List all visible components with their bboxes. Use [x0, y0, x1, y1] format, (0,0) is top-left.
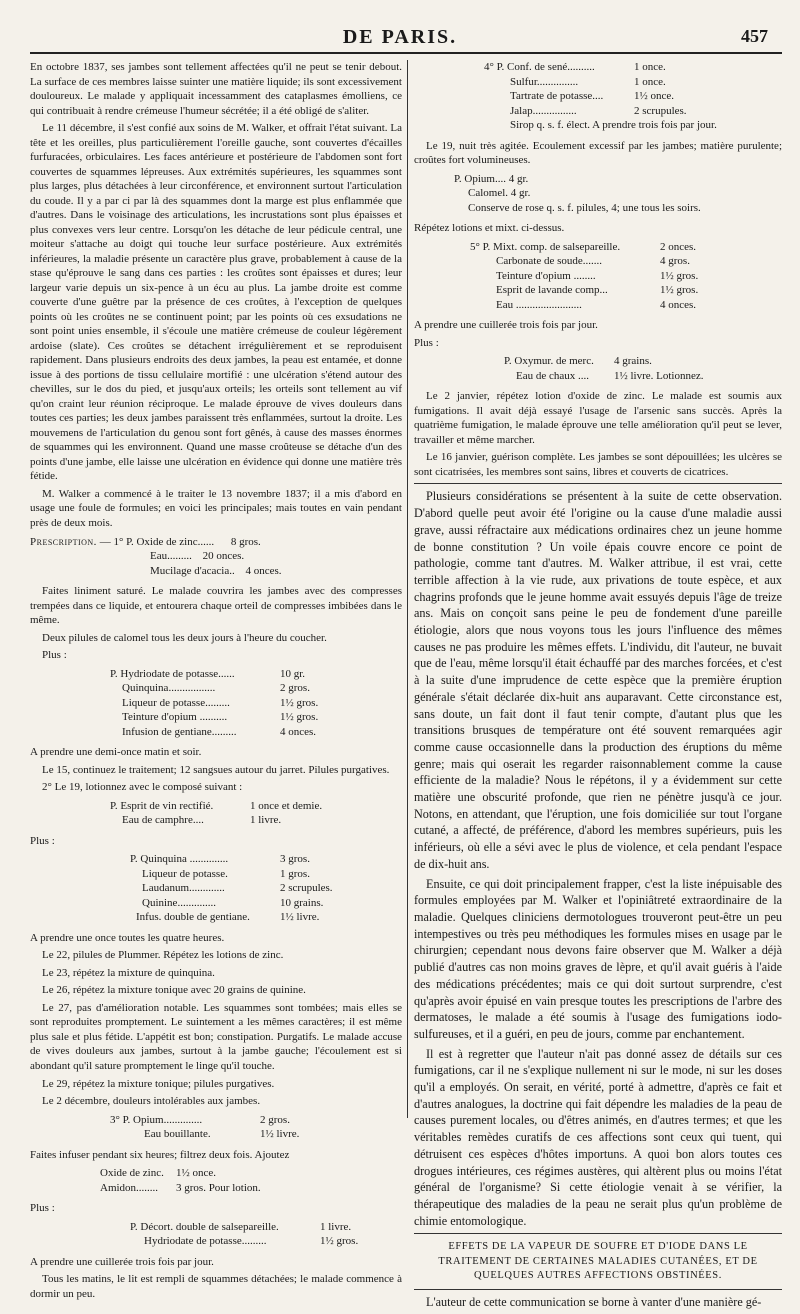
prescription-line — [484, 104, 782, 119]
header-rule — [30, 52, 782, 54]
paragraph: A prendre une cuillerée trois fois par jour. — [30, 1255, 214, 1268]
paragraph: L'auteur de cette communication se borne à vanter d'une manière gé- — [426, 1294, 762, 1309]
prescription-r1 — [414, 60, 782, 133]
ingredient: Oxide de zinc. — [100, 1167, 164, 1180]
ingredient: Eau......... — [150, 550, 192, 563]
ingredient: Amidon........ — [100, 1181, 159, 1194]
prescription-line — [30, 535, 402, 550]
plus-label: Plus : — [30, 1202, 55, 1215]
quantity: 1½ livre. — [280, 911, 320, 924]
plus-label: Plus : — [42, 649, 67, 662]
prescription-line — [30, 564, 402, 579]
paragraph: Le 27, pas d'amélioration notable. Les squammes sont tombées; mais elles se sont reproduites promptement. Le suintement a les mêmes caractères; il est même plus sale et plus fétide. L'appétit est bon; constipation. Purgatifs. Le malade accuse de vives douleurs aux jambes, surtout à la jambe gauche; l'écoulement est si abondant qu'il sature promptement le linge qu'il touche. — [30, 1001, 402, 1072]
quantity: 1½ livre. — [260, 1128, 300, 1141]
paragraph: A prendre une cuillerée trois fois par jour. — [414, 319, 598, 332]
quantity: 2 gros. — [260, 1113, 290, 1126]
prescription-line — [130, 1220, 402, 1235]
paragraph: Le 2 janvier, répétez lotion d'oxide de zinc. Le malade est soumis aux fumigations. Il avait déjà essayé l'usage de l'arsenic sans succès. Après la quatrième fumigation, le malade éprouve une telle amélioration qu'il peut se lever, travailler et même marcher. — [414, 390, 782, 446]
ingredient: Liqueur de potasse......... — [122, 696, 230, 709]
quantity: 1½ gros. — [660, 269, 699, 282]
quantity: 2 scrupules. — [280, 882, 333, 895]
prescription-line — [130, 881, 402, 896]
plus-label: Plus : — [30, 834, 55, 847]
paragraph: A prendre une once toutes les quatre heures. — [30, 931, 225, 944]
prescription-line — [100, 1181, 402, 1196]
paragraph: Plusieurs considérations se présentent à la suite de cette observation. D'abord quelle peut avoir été l'origine ou la cause d'une maladie aussi grave, aussi réfractaire aux médications ordinaires chez un jeune homme de bonne constitution ? Un voile épais couvre encore ce point de pathologie, comme tant d'autres. M. Walker attribue, il est vrai, cette terrible affection à la vie rude, aux privations de toute espèce, et aux chagrins profonds que le jeune homme avait essuyés depuis l'âge de treize ans. Mais on conçoit sans peine le peu de fondement d'une pareille étiologie, alors que nous voyons tous les jours l'influence des mêmes causes ne pas produire les mêmes effets. L'individu, dit l'auteur, ne buvait que de l'eau, même lorsqu'il était échauffé par des marches forcées, et c'est à la suite d'une imprudence de cette espèce que la première éruption générale s'était déclarée dix-huit ans auparavant. Cette circonstance est, sans doute, un fait dont il faut tenir compte, d'autant plus que les transitions brusques de température ont été souvent remarquées agir comme cause occasionnelle dans la production des éruptions du même genre; mais qui oserait les regarder raisonnablement comme la cause efficiente de la maladie? Nous le répétons, il y a évidemment sur cette matière une obscurité profonde, que rien ne pénètre jusqu'à ce jour. Notons, en attendant, que l'éruption, une fois domiciliée sur tout l'organe cutané, a affecté, de préférence, d'abord les membres supérieurs, puis les inférieurs, où elle a sévi avec le plus de violence, et cela pendant l'espace de dix-huit ans. — [414, 489, 782, 871]
paragraph: Faites infuser pendant six heures; filtrez deux fois. Ajoutez — [30, 1148, 290, 1161]
prescription-line — [504, 354, 782, 369]
ingredient: P. Esprit de vin rectifié. — [110, 799, 214, 812]
paragraph: Le 16 janvier, guérison complète. Les jambes se sont dépouillées; les ulcères se sont cicatrisées, les membres sont sains, libres et couverts de cicatrices. — [414, 451, 782, 478]
quantity: 4 onces. — [660, 298, 697, 311]
quantity: 20 onces. — [202, 550, 245, 563]
ingredient: P. Opium.... 4 gr. — [454, 172, 529, 185]
quantity: 1 gros. — [280, 867, 310, 880]
ingredient: P. Oxymur. de merc. — [504, 355, 594, 368]
ingredient: Infus. double de gentiane. — [136, 911, 250, 924]
prescription-line — [454, 201, 782, 216]
paragraph: 2° Le 19, lotionnez avec le composé suivant : — [42, 781, 243, 794]
paragraph: Le 23, répétez la mixture de quinquina. — [42, 966, 215, 979]
paragraph: Ensuite, ce qui doit principalement frapper, c'est la liste inépuisable des formules employées par M. Walker et l'opiniâtreté extraordinaire de la maladie. Quelques cliniciens dermotologues trouveront peut-être un peu intempestives ou très peu méthodiques les formules mises en usage par le chirurgien; cependant nous devons faire observer que M. Walker a déjà publié d'autres cas non moins graves de lèpre, et qu'il avait guéris à l'aide des médications précédentes; mais ce qui doit surtout surprendre, c'est qu'après avoir épuisé en vain presque toutes les prescriptions de l'arbre des dermatoses, le malade a été soumis à l'usage des fumigations iodo-sulfureuses, et il a guéri, en peu de jours, comme par enchantement. — [414, 876, 782, 1041]
prescription-line — [454, 172, 782, 187]
paragraph: A prendre une demi-once matin et soir. — [30, 746, 202, 759]
ingredient: — 1° P. Oxide de zinc...... — [99, 535, 215, 548]
prescription-5 — [30, 1113, 402, 1142]
prescription-4 — [30, 852, 402, 925]
ingredient: Infusion de gentiane......... — [122, 725, 237, 738]
quantity: 1½ gros. — [280, 696, 319, 709]
ingredient: 3° P. Opium.............. — [110, 1113, 203, 1126]
ingredient: Eau ........................ — [496, 298, 582, 311]
page-number: 457 — [741, 26, 768, 46]
prescription-line — [130, 1234, 402, 1249]
ingredient: Sirop q. s. f. élect. A prendre trois fois par jour. — [510, 119, 717, 132]
prescription-line — [30, 549, 402, 564]
prescription-1 — [30, 535, 402, 579]
quantity: 3 gros. Pour lotion. — [176, 1181, 261, 1194]
section-rule — [414, 1289, 782, 1290]
prescription-line — [470, 298, 782, 313]
quantity: 1½ once. — [176, 1167, 217, 1180]
section-rule — [414, 483, 782, 484]
running-title: DE PARIS. — [342, 26, 458, 48]
prescription-line — [110, 799, 402, 814]
ingredient: Eau de chaux .... — [516, 369, 589, 382]
commentary-continued — [414, 1294, 782, 1311]
prescription-line — [484, 75, 782, 90]
prescription-line — [470, 254, 782, 269]
ingredient: Calomel. 4 gr. — [468, 187, 531, 200]
ingredient: Jalap................ — [510, 104, 577, 117]
quantity: 1½ once. — [634, 90, 675, 103]
ingredient: P. Quinquina .............. — [130, 853, 229, 866]
paragraph: Le 22, pilules de Plummer. Répétez les lotions de zinc. — [42, 949, 284, 962]
prescription-line — [484, 89, 782, 104]
quantity: 2 gros. — [280, 682, 310, 695]
ingredient: P. Hydriodate de potasse...... — [110, 667, 235, 680]
prescription-7 — [30, 1220, 402, 1249]
page-header — [0, 26, 800, 46]
prescription-line — [470, 240, 782, 255]
quantity: 1 once. — [634, 61, 666, 73]
prescription-line — [130, 852, 402, 867]
ingredient: Hydriodate de potasse......... — [144, 1235, 267, 1248]
paragraph: Le 2 décembre, douleurs intolérables aux jambes. — [42, 1095, 261, 1108]
prescription-line — [470, 269, 782, 284]
quantity: 10 gr. — [280, 667, 306, 680]
section-heading: EFFETS DE LA VAPEUR DE SOUFRE ET D'IODE DANS LE TRAITEMENT DE CERTAINES MALADIES CUTANÉES, ET DE QUELQUES AUTRES AFFECTIONS OBSTINÉES. — [438, 1241, 758, 1281]
ingredient: Teinture d'opium ........ — [496, 269, 596, 282]
paragraph: Le 15, continuez le traitement; 12 sangsues autour du jarret. Pilules purgatives. — [42, 763, 390, 776]
ingredient: Mucilage d'acacia.. — [150, 564, 235, 577]
paragraph: En octobre 1837, ses jambes sont tellement affectées qu'il ne peut se tenir debout. La surface de ces membres laisse suinter une matière liquide; ils sont excessivement douloureux. Le malade y appliquait incessamment des cataplasmes émolliens, ce qui contribuait à rendre crémeuse l'humeur sécrétée; il a été obligé de s'aliter. — [30, 61, 402, 117]
prescription-line — [454, 186, 782, 201]
plus-label: Plus : — [414, 336, 439, 349]
prescription-line — [110, 813, 402, 828]
prescription-line — [110, 710, 402, 725]
prescription-line — [100, 1166, 402, 1181]
right-column — [414, 60, 782, 1314]
quantity: 4 onces. — [245, 564, 282, 577]
prescription-6 — [30, 1166, 402, 1195]
quantity: 4 grains. — [614, 355, 652, 368]
paragraph: M. Walker a commencé à le traiter le 13 novembre 1837; il a mis d'abord en usage une foule de formules; en voici les principales; mais toutes en vain pendant près de deux mois. — [30, 487, 402, 529]
prescription-r4 — [414, 354, 782, 383]
quantity: 8 gros. — [230, 535, 261, 548]
ingredient: Carbonate de soude....... — [496, 255, 602, 268]
prescription-line — [484, 60, 782, 75]
quantity: 1½ gros. — [660, 284, 699, 297]
paragraph: Tous les matins, le lit est rempli de squammes détachées; le malade commence à dormir un peu. — [30, 1273, 402, 1300]
quantity: 1½ livre. Lotionnez. — [614, 369, 704, 382]
quantity: 1½ gros. — [320, 1235, 359, 1248]
quantity: 3 gros. — [280, 853, 310, 866]
paragraph: Le 19, nuit très agitée. Ecoulement excessif par les jambes; matière purulente; croûtes fort volumineuses. — [414, 139, 782, 167]
ingredient: Conserve de rose q. s. f. pilules, 4; une tous les soirs. — [468, 201, 701, 214]
ingredient: Eau bouillante. — [144, 1128, 211, 1141]
ingredient: Sulfur............... — [510, 75, 579, 88]
quantity: 1 livre. — [250, 814, 282, 827]
quantity: 1 livre. — [320, 1220, 352, 1233]
prescription-r2 — [414, 172, 782, 216]
quantity: 2 scrupules. — [634, 104, 687, 117]
ingredient: 5° P. Mixt. comp. de salsepareille. — [470, 240, 621, 253]
left-column — [30, 60, 402, 1304]
ingredient: Laudanum............. — [142, 882, 225, 895]
paragraph: Deux pilules de calomel tous les deux jours à l'heure du coucher. — [42, 631, 327, 644]
ingredient: Quinine.............. — [142, 896, 216, 909]
paragraph: Le 29, répétez la mixture tonique; pilules purgatives. — [42, 1077, 275, 1090]
prescription-3 — [30, 799, 402, 828]
quantity: 1 once. — [634, 75, 666, 88]
quantity: 4 gros. — [660, 255, 690, 268]
prescription-line — [110, 725, 402, 740]
ingredient: Liqueur de potasse. — [142, 867, 228, 880]
paragraph: Faites liniment saturé. Le malade couvrira les jambes avec des compresses trempées dans ce liquide, et entourera chaque orteil de compresses imbibées dans le même. — [30, 585, 402, 627]
prescription-line — [110, 696, 402, 711]
paragraph: Répétez lotions et mixt. ci-dessus. — [414, 222, 565, 235]
paragraph: Le 11 décembre, il s'est confié aux soins de M. Walker, et offrait l'état suivant. La tête et les oreilles, plus particulièrement l'oreille gauche, sont couvertes d'écailles furfuracées, orbiculaires. Les faces antérieure et postérieure de l'abdomen sont fort couvertes de squammes lépreuses. Aux extrémités supérieures, les squammes sont plus larges, plus détachées à leur circonférence, et environnent surtout l'articulation du coude. Il y a par ci par là des squammes dont la marge est plus enflammée que d'autres. Dans le voisinage des articulations, les incrustations sont plus épaisses et plus convexes vers leur centre. Lorsqu'on les détache de leur pédicule central, une moiteur s'attache au doigt qui touche leur surface postérieure. Aux extrémités inférieures, la maladie présente un caractère plus grave, probablement à cause de la stase qu'éprouve le sang dans ces parties : les croûtes sont épaisses et dures; leur largeur varie depuis un six-pence à un écu au plus. La jambe droite est comme couverte d'une guêtre par la présence de ces croûtes, à l'exception de quelques points où les croûtes ne se continuent point; par les points où ces exsudations ne sont point unies ensemble, il s'écoule une matière crémeuse de couleur légèrement ardoise (slate). Ces croûtes se détachent irrégulièrement et se reproduisent rapidement. Dans plusieurs endroits des deux jambes, la peau est entamée, et donne issue à des portions de tissu cellulaire mortifié : une ulcération s'étend autour des chevilles, sur le dos du pied, et jusqu'aux orteils; les orteils sont tellement au vif qu'on craint leur réunion réciproque. Le malade éprouve de vives douleurs dans toutes ces parties; les deux jambes paraissent très enflammées, surtout la droite. Les mouvemens de l'articulation du genou sont fort gênés, à cause des masses énormes de squammes qui les environnent. Quand une masse croûteuse se détache d'un des points d'une jambe, elle laisse une ulcération en évidence qui donne une matière très fétide. — [30, 122, 402, 483]
prescription-line — [110, 1127, 402, 1142]
prescription-r3 — [414, 240, 782, 313]
prescription-label: Prescription. — [30, 535, 97, 548]
paragraph: Le 26, répétez la mixture tonique avec 20 grains de quinine. — [42, 984, 306, 997]
column-divider — [407, 60, 408, 1118]
quantity: 1 once et demie. — [250, 799, 323, 812]
prescription-line — [130, 910, 402, 925]
quantity: 2 onces. — [660, 240, 697, 253]
prescription-line — [504, 369, 782, 384]
prescription-line — [484, 118, 782, 133]
quantity: 1½ gros. — [280, 711, 319, 724]
prescription-line — [110, 667, 402, 682]
prescription-line — [130, 867, 402, 882]
ingredient: Tartrate de potasse.... — [510, 90, 604, 103]
ingredient: Eau de camphre.... — [122, 814, 204, 827]
prescription-line — [470, 283, 782, 298]
prescription-line — [110, 681, 402, 696]
quantity: 10 grains. — [280, 896, 324, 909]
paragraph: Il est à regretter que l'auteur n'ait pas donné assez de détails sur ces fumigations, car il ne s'explique nullement ni sur le mode, ni sur les doses qu'il a employés. On serait, en vérité, porté à admettre, d'après ce fait et d'autres analogues, la doctrine qui fait dépendre les maladies de la peau de causes purement locales, ou d'êtres animés, en d'autres termes; et que les véritables remèdes curatifs de ces affections sont ceux qui tuent, qui détruisent ces espèces d'hôtes importuns. A quoi bon alors toutes ces drogues intérieures, ces régimes austères, qui altèrent plus ou moins l'état général de l'organisme? Si cette étiologie venait à se vérifier, la thérapeutique des maladies de la peau ne serait plus qu'un problème de chimie entomologique. — [414, 1046, 782, 1228]
commentary — [414, 488, 782, 1229]
ingredient: P. Décort. double de salsepareille. — [130, 1220, 279, 1233]
prescription-line — [130, 896, 402, 911]
ingredient: Esprit de lavande comp... — [496, 284, 608, 297]
ingredient: Teinture d'opium .......... — [122, 711, 228, 724]
ingredient: 4° P. Conf. de sené.......... — [484, 61, 595, 73]
prescription-2 — [30, 667, 402, 740]
quantity: 4 onces. — [280, 725, 317, 738]
section-rule — [414, 1233, 782, 1234]
ingredient: Quinquina................. — [122, 682, 216, 695]
